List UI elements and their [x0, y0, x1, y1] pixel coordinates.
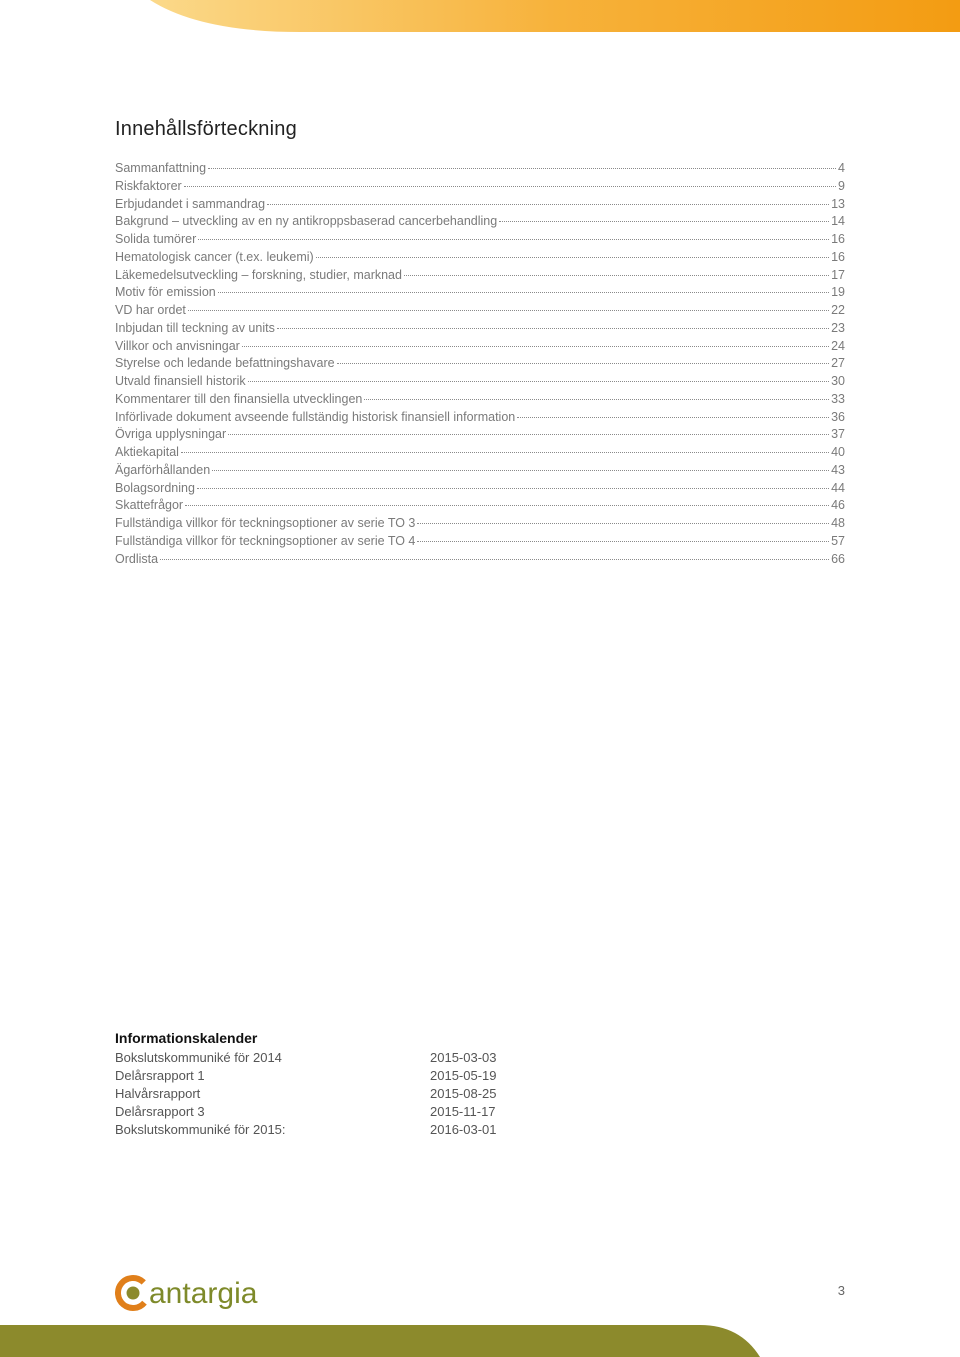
toc-entry-page: 16	[831, 249, 845, 264]
toc-dot-leader	[337, 352, 830, 364]
toc-title: Innehållsförteckning	[115, 118, 297, 140]
toc-entry-title: Fullständiga villkor för teckningsoptioner av serie TO 4	[115, 533, 416, 548]
toc-entry-title: Erbjudandet i sammandrag	[115, 196, 266, 211]
toc-entry-title: VD har ordet	[115, 303, 186, 317]
toc-entry-title: Villkor och anvisningar	[115, 338, 240, 353]
toc-dot-leader	[184, 175, 836, 187]
toc-dot-leader	[181, 441, 829, 453]
toc-entry-title: Ordlista	[115, 551, 159, 566]
toc-dot-leader	[218, 281, 829, 293]
toc-entry-page: 22	[831, 303, 845, 317]
calendar-event: Delårsrapport 3	[115, 1103, 205, 1119]
toc-entry-title: Bakgrund – utveckling av en ny antikroppsbaserad cancerbehandling	[115, 214, 498, 229]
calendar-row	[115, 1121, 565, 1139]
toc-entry-title: Aktiekapital	[115, 445, 179, 459]
toc-dot-leader	[417, 530, 829, 542]
toc-entry-title: Ägarförhållanden	[115, 462, 211, 477]
information-calendar	[115, 1049, 565, 1138]
toc-entry-page: 14	[831, 214, 845, 229]
page-number: 3	[837, 1283, 845, 1298]
calendar-date: 2015-11-17	[430, 1103, 496, 1119]
toc-entry-page: 27	[831, 356, 845, 371]
svg-text:antargia: antargia	[149, 1277, 258, 1310]
toc-entry[interactable]	[115, 551, 845, 569]
table-of-contents	[115, 160, 845, 568]
calendar-row	[115, 1103, 565, 1121]
toc-dot-leader	[517, 406, 829, 418]
calendar-row	[115, 1067, 565, 1085]
toc-dot-leader	[404, 264, 829, 276]
toc-entry-title: Inbjudan till teckning av units	[115, 320, 275, 335]
toc-dot-leader	[160, 548, 829, 560]
toc-dot-leader	[197, 477, 829, 489]
toc-dot-leader	[316, 246, 829, 258]
toc-dot-leader	[242, 335, 829, 347]
toc-dot-leader	[228, 423, 829, 435]
toc-entry-page: 40	[831, 445, 845, 459]
calendar-event: Bokslutskommuniké för 2014	[115, 1050, 282, 1065]
toc-entry-title: Skattefrågor	[115, 498, 184, 513]
toc-dot-leader	[248, 370, 829, 382]
toc-entry-page: 57	[831, 533, 845, 548]
toc-dot-leader	[499, 210, 829, 222]
toc-entry-page: 48	[831, 516, 845, 530]
toc-entry-title: Övriga upplysningar	[115, 427, 227, 442]
toc-entry-page: 43	[831, 462, 845, 477]
toc-entry-title: Solida tumörer	[115, 232, 197, 246]
toc-entry-page: 44	[831, 480, 845, 495]
bottom-decorative-band	[0, 1317, 960, 1357]
toc-entry-page: 17	[831, 267, 845, 282]
toc-entry-page: 46	[831, 498, 845, 513]
calendar-event: Halvårsrapport	[115, 1085, 201, 1101]
toc-dot-leader	[277, 317, 829, 329]
toc-entry-title: Hematologisk cancer (t.ex. leukemi)	[115, 249, 314, 264]
toc-entry-page: 9	[838, 178, 845, 193]
toc-dot-leader	[208, 157, 836, 169]
toc-entry-page: 37	[831, 427, 845, 442]
toc-entry-title: Sammanfattning	[115, 161, 207, 175]
toc-dot-leader	[417, 512, 829, 524]
toc-dot-leader	[212, 459, 829, 471]
toc-entry-page: 16	[831, 232, 845, 246]
toc-entry-page: 4	[838, 161, 845, 175]
toc-entry-title: Styrelse och ledande befattningshavare	[115, 356, 335, 371]
toc-dot-leader	[364, 388, 829, 400]
toc-dot-leader	[198, 228, 829, 240]
toc-entry-title: Utvald finansiell historik	[115, 374, 246, 388]
calendar-date: 2016-03-01	[430, 1121, 497, 1137]
toc-entry-title: Bolagsordning	[115, 480, 195, 495]
toc-entry-page: 23	[831, 320, 845, 335]
top-decorative-swoosh	[0, 0, 960, 40]
toc-dot-leader	[267, 193, 829, 205]
toc-entry-title: Kommentarer till den finansiella utvecklingen	[115, 391, 363, 406]
toc-entry-page: 13	[831, 196, 845, 211]
toc-entry-title: Fullständiga villkor för teckningsoptioner av serie TO 3	[115, 516, 416, 530]
toc-entry-title: Införlivade dokument avseende fullständig historisk finansiell information	[115, 409, 516, 424]
toc-dot-leader	[188, 299, 829, 311]
toc-entry-title: Läkemedelsutveckling – forskning, studier, marknad	[115, 267, 402, 282]
toc-dot-leader	[185, 494, 829, 506]
calendar-date: 2015-08-25	[430, 1085, 497, 1101]
toc-entry-title: Riskfaktorer	[115, 178, 182, 193]
toc-entry-title: Motiv för emission	[115, 285, 216, 300]
calendar-title: Informationskalender	[115, 1030, 258, 1046]
toc-entry-page: 30	[831, 374, 845, 388]
calendar-event: Bokslutskommuniké för 2015:	[115, 1121, 286, 1137]
toc-entry-page: 36	[831, 409, 845, 424]
calendar-row	[115, 1049, 565, 1067]
company-logo	[115, 1270, 275, 1314]
calendar-event: Delårsrapport 1	[115, 1067, 205, 1083]
toc-entry-page: 66	[831, 551, 845, 566]
calendar-date: 2015-03-03	[430, 1050, 497, 1065]
toc-entry-page: 24	[831, 338, 845, 353]
toc-entry-page: 33	[831, 391, 845, 406]
calendar-date: 2015-05-19	[430, 1067, 497, 1083]
calendar-row	[115, 1085, 565, 1103]
toc-entry-page: 19	[831, 285, 845, 300]
